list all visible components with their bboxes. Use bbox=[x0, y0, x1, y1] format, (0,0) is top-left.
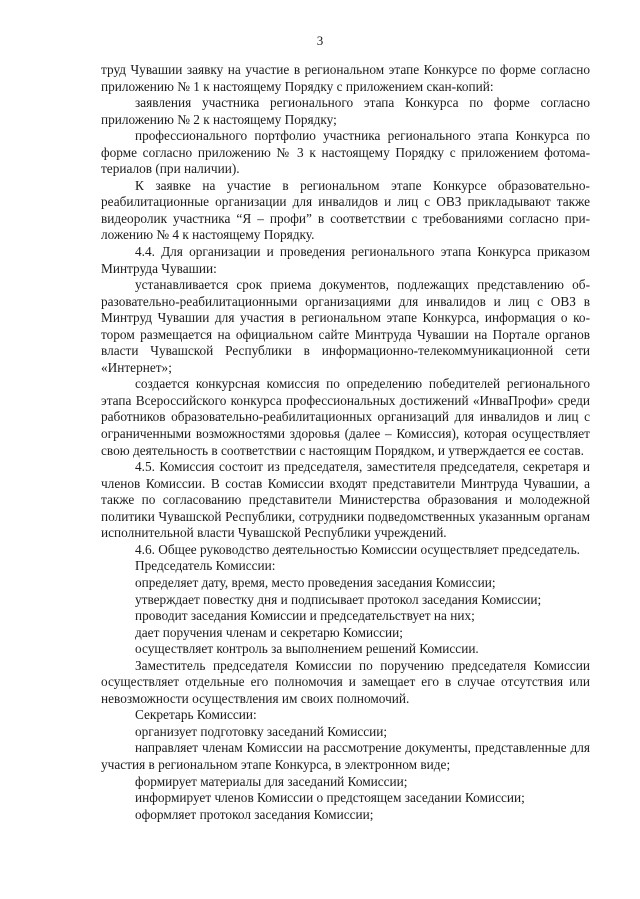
paragraph-4-6: 4.6. Общее руководство деятельностью Комиссии осуществляет председатель. bbox=[135, 541, 581, 557]
paragraph-statement: заявления участника регионального этапа Конкурса по форме согласно приложению № 2 к настоящему Порядку; bbox=[101, 95, 590, 127]
paragraph-portfolio: профессионального портфолио участника регионального этапа Конкурса по форме согласно приложению № 3 к настоящему Порядку с приложением фотоматериалов (при наличии). bbox=[101, 128, 590, 177]
page-number: 3 bbox=[316, 33, 324, 48]
paragraph-video: К заявке на участие в региональном этапе Конкурсе образовательно-реабилитационные организации для инвалидов и лиц с ОВЗ прикладывают также видеоролик участника “Я – профи” в соответствии с требованиями согласно приложению № 4 к настоящему Порядку. bbox=[101, 177, 590, 243]
list-item: информирует членов Комиссии о предстоящем заседании Комиссии; bbox=[135, 790, 525, 806]
paragraph-deputy-chairman: Заместитель председателя Комиссии по поручению председателя Комиссии осуществляет отдельные его полномочия и замещает его в случае отсутствия или невозможности осуществления им своих полномочий. bbox=[101, 657, 590, 706]
paragraph-4-4: 4.4. Для организации и проведения регионального этапа Конкурса приказом Минтруда Чувашии: bbox=[101, 244, 590, 276]
list-item: организует подготовку заседаний Комиссии; bbox=[135, 723, 388, 739]
paragraph-chairman: Председатель Комиссии: bbox=[135, 558, 276, 574]
paragraph-secretary: Секретарь Комиссии: bbox=[135, 707, 257, 723]
list-item: формирует материалы для заседаний Комиссии; bbox=[135, 773, 408, 789]
list-item: оформляет протокол заседания Комиссии; bbox=[135, 806, 374, 822]
list-item: определяет дату, время, место проведения заседания Комиссии; bbox=[135, 574, 496, 590]
list-item: осуществляет контроль за выполнением решений Комиссии. bbox=[135, 641, 479, 657]
paragraph-commission-created: создается конкурсная комиссия по определению победителей регионального этапа Всероссийского конкурса профессиональных достижений «ИнваПрофи» среди работников образовательно-реабилитационных организаций для инвалидов и лиц с ограниченными возможностями здоровья (далее – Комиссия), которая осуществляет свою деятельность в соответствии с настоящим Порядком, и утверждается ее состав. bbox=[101, 376, 590, 458]
paragraph-4-5: 4.5. Комиссия состоит из председателя, заместителя председателя, секретаря и членов Комиссии. В состав Комиссии входят представители Минтруда Чувашии, а также по согласованию представители Министерства образования и молодежной политики Чувашской Республики, сотрудники подведомственных указанным органам исполнительной власти Чувашской Республики учреждений. bbox=[101, 459, 590, 541]
paragraph-deadline: устанавливается срок приема документов, подлежащих представлению образовательно-реабилитационными организациями для инвалидов и лиц с ОВЗ в Минтруд Чувашии для участия в региональном этапе Конкурса, информация о котором размещается на официальном сайте Минтруда Чувашии на Портале органов власти Чувашской Республики в информационно-телекоммуникационной сети «Интернет»; bbox=[101, 277, 590, 375]
paragraph-application: труд Чувашии заявку на участие в региональном этапе Конкурсе по форме согласно приложению № 1 к настоящему Порядку с приложением скан-копий: bbox=[101, 62, 590, 94]
list-item: проводит заседания Комиссии и председательствует на них; bbox=[135, 608, 475, 624]
document-body bbox=[101, 62, 590, 823]
list-item: направляет членам Комиссии на рассмотрение документы, представленные для участия в региональном этапе Конкурса, в электронном виде; bbox=[101, 740, 590, 772]
list-item: дает поручения членам и секретарю Комиссии; bbox=[135, 624, 403, 640]
list-item: утверждает повестку дня и подписывает протокол заседания Комиссии; bbox=[135, 591, 542, 607]
